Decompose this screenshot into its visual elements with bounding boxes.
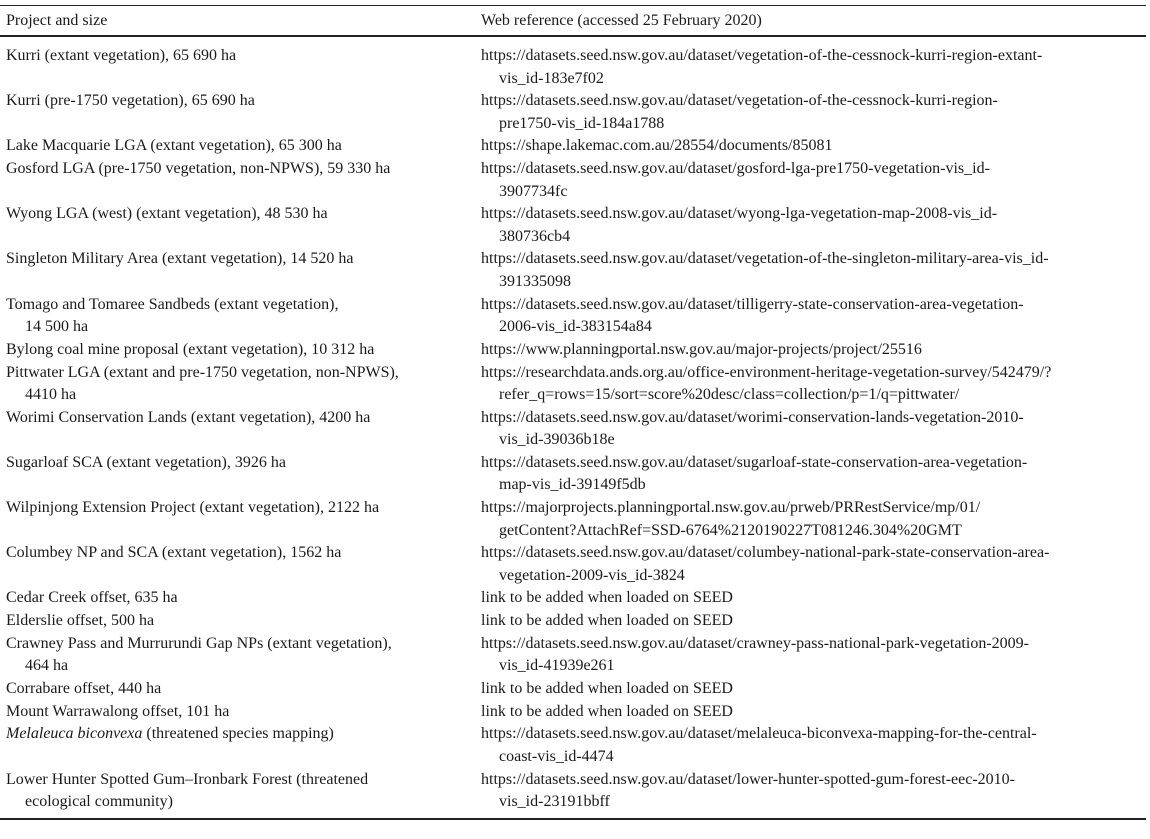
table-bottom-rule — [0, 818, 1146, 820]
table-row — [0, 678, 1146, 701]
project-cell — [0, 542, 481, 587]
table-row — [0, 452, 1146, 497]
reference-line: https://shape.lakemac.com.au/28554/documents/85081 — [481, 137, 833, 155]
project-cell — [0, 203, 481, 248]
project-cell — [0, 587, 481, 610]
table-row — [0, 203, 1146, 248]
project-line: 464 ha — [25, 657, 69, 675]
table-header — [0, 6, 1146, 37]
reference-line: refer_q=rows=15/sort=score%20desc/class=collection/p=1/q=pittwater/ — [499, 386, 960, 403]
project-line: Kurri (extant vegetation), 65 690 ha — [6, 47, 237, 64]
table-row — [0, 135, 1146, 158]
project-line: Wyong LGA (west) (extant vegetation), 48 530 ha — [6, 205, 328, 223]
reference-cell — [481, 723, 1146, 768]
reference-cell — [481, 542, 1146, 587]
table-row — [0, 633, 1146, 678]
project-cell — [0, 135, 481, 158]
reference-line: https://datasets.seed.nsw.gov.au/dataset/vegetation-of-the-singleton-military-area-vis_id- — [481, 250, 1049, 268]
table-row — [0, 497, 1146, 542]
reference-cell — [481, 452, 1146, 497]
table-row — [0, 158, 1146, 203]
reference-line: https://datasets.seed.nsw.gov.au/dataset/tilligerry-state-conservation-area-vegetation- — [481, 295, 1024, 313]
project-line: Kurri (pre-1750 vegetation), 65 690 ha — [6, 92, 255, 110]
reference-line: https://datasets.seed.nsw.gov.au/dataset/worimi-conservation-lands-vegetation-2010- — [481, 408, 1024, 426]
project-cell — [0, 248, 481, 293]
data-table — [0, 5, 1146, 820]
project-cell — [0, 497, 481, 542]
project-line: ecological community) — [25, 793, 173, 811]
reference-cell — [481, 339, 1146, 362]
project-line: Pittwater LGA (extant and pre-1750 vegetation, non-NPWS), — [6, 363, 399, 381]
project-line: Lower Hunter Spotted Gum–Ironbark Forest (threatened — [6, 770, 369, 788]
project-cell — [0, 633, 481, 678]
reference-cell — [481, 610, 1146, 633]
project-line: Lake Macquarie LGA (extant vegetation), 65 300 ha — [6, 137, 342, 155]
project-line: Mount Warrawalong offset, 101 ha — [6, 702, 230, 720]
reference-cell — [481, 158, 1146, 203]
table-row — [0, 294, 1146, 339]
project-cell — [0, 723, 481, 768]
project-cell — [0, 90, 481, 135]
project-line: Columbey NP and SCA (extant vegetation), 1562 ha — [6, 544, 342, 562]
reference-cell — [481, 701, 1146, 724]
species-name: Melaleuca biconvexa — [6, 725, 143, 743]
reference-line: https://datasets.seed.nsw.gov.au/dataset/lower-hunter-spotted-gum-forest-eec-2010- — [481, 770, 1016, 788]
reference-line: https://datasets.seed.nsw.gov.au/dataset/columbey-national-park-state-conservation-area- — [481, 544, 1050, 562]
project-line-wrap — [6, 723, 481, 746]
header-reference: Web reference (accessed 25 February 2020) — [481, 12, 762, 29]
project-line: Singleton Military Area (extant vegetation), 14 520 ha — [6, 250, 354, 268]
reference-line: vegetation-2009-vis_id-3824 — [499, 566, 685, 584]
reference-cell — [481, 203, 1146, 248]
reference-cell — [481, 587, 1146, 610]
project-line: Worimi Conservation Lands (extant vegetation), 4200 ha — [6, 408, 371, 426]
project-line: 4410 ha — [25, 386, 77, 403]
reference-line: pre1750-vis_id-184a1788 — [499, 114, 665, 132]
reference-line: 2006-vis_id-383154a84 — [499, 318, 652, 336]
reference-line: link to be added when loaded on SEED — [481, 702, 733, 720]
reference-cell — [481, 294, 1146, 339]
project-cell — [0, 362, 481, 407]
project-line: Tomago and Tomaree Sandbeds (extant vegetation), — [6, 295, 339, 313]
project-line: Elderslie offset, 500 ha — [6, 612, 155, 630]
reference-line: https://datasets.seed.nsw.gov.au/dataset/vegetation-of-the-cessnock-kurri-region- — [481, 92, 998, 110]
reference-line: 3907734fc — [499, 182, 568, 200]
table-row — [0, 45, 1146, 90]
project-cell — [0, 158, 481, 203]
reference-cell — [481, 407, 1146, 452]
reference-cell — [481, 497, 1146, 542]
table-row — [0, 248, 1146, 293]
project-line: Gosford LGA (pre-1750 vegetation, non-NPWS), 59 330 ha — [6, 160, 391, 178]
project-cell — [0, 452, 481, 497]
reference-line: vis_id-41939e261 — [499, 657, 615, 675]
project-line: Wilpinjong Extension Project (extant vegetation), 2122 ha — [6, 499, 380, 517]
project-line: Cedar Creek offset, 635 ha — [6, 589, 178, 607]
reference-line: map-vis_id-39149f5db — [499, 476, 646, 494]
project-cell — [0, 701, 481, 724]
reference-cell — [481, 45, 1146, 90]
table-body — [0, 37, 1146, 814]
reference-cell — [481, 633, 1146, 678]
reference-cell — [481, 248, 1146, 293]
reference-cell — [481, 362, 1146, 407]
project-line: (threatened species mapping) — [142, 725, 334, 743]
reference-line: link to be added when loaded on SEED — [481, 589, 733, 607]
reference-line: link to be added when loaded on SEED — [481, 680, 733, 697]
reference-line: 380736cb4 — [499, 227, 571, 245]
table-row — [0, 339, 1146, 362]
reference-line: https://www.planningportal.nsw.gov.au/major-projects/project/25516 — [481, 340, 922, 358]
reference-line: getContent?AttachRef=SSD-6764%2120190227T081246.304%20GMT — [499, 521, 962, 539]
project-cell — [0, 45, 481, 90]
reference-cell — [481, 678, 1146, 701]
reference-line: vis_id-23191bbff — [499, 793, 610, 811]
table-row — [0, 769, 1146, 814]
project-cell — [0, 294, 481, 339]
table-row — [0, 542, 1146, 587]
table-row — [0, 407, 1146, 452]
table-row — [0, 362, 1146, 407]
project-line: Bylong coal mine proposal (extant vegetation), 10 312 ha — [6, 340, 375, 358]
reference-line: https://majorprojects.planningportal.nsw.gov.au/prweb/PRRestService/mp/01/ — [481, 499, 981, 517]
reference-line: coast-vis_id-4474 — [499, 747, 614, 765]
project-cell — [0, 407, 481, 452]
reference-line: https://datasets.seed.nsw.gov.au/dataset/gosford-lga-pre1750-vegetation-vis_id- — [481, 160, 990, 178]
project-line: 14 500 ha — [25, 318, 89, 336]
project-cell — [0, 678, 481, 701]
project-cell — [0, 610, 481, 633]
table-row — [0, 587, 1146, 610]
reference-line: vis_id-183e7f02 — [499, 69, 604, 87]
reference-line: 391335098 — [499, 272, 571, 290]
reference-line: vis_id-39036b18e — [499, 431, 615, 449]
reference-line: https://datasets.seed.nsw.gov.au/dataset/wyong-lga-vegetation-map-2008-vis_id- — [481, 205, 998, 223]
project-line: Sugarloaf SCA (extant vegetation), 3926 ha — [6, 453, 286, 471]
table-row — [0, 90, 1146, 135]
reference-cell — [481, 769, 1146, 814]
reference-line: https://datasets.seed.nsw.gov.au/dataset/sugarloaf-state-conservation-area-vegetation- — [481, 453, 1028, 471]
reference-line: https://datasets.seed.nsw.gov.au/dataset/melaleuca-biconvexa-mapping-for-the-central- — [481, 725, 1037, 743]
reference-cell — [481, 90, 1146, 135]
reference-line: https://datasets.seed.nsw.gov.au/dataset/crawney-pass-national-park-vegetation-2009- — [481, 634, 1029, 652]
project-cell — [0, 339, 481, 362]
table-row — [0, 723, 1146, 768]
reference-cell — [481, 135, 1146, 158]
project-line: Corrabare offset, 440 ha — [6, 680, 162, 697]
reference-line: https://datasets.seed.nsw.gov.au/dataset/vegetation-of-the-cessnock-kurri-region-extant- — [481, 47, 1043, 64]
reference-line: https://researchdata.ands.org.au/office-environment-heritage-vegetation-survey/542479/? — [481, 363, 1052, 381]
reference-line: link to be added when loaded on SEED — [481, 612, 733, 630]
project-line: Crawney Pass and Murrurundi Gap NPs (extant vegetation), — [6, 634, 392, 652]
project-cell — [0, 769, 481, 814]
table-row — [0, 610, 1146, 633]
header-project: Project and size — [6, 12, 108, 29]
table-row — [0, 701, 1146, 724]
